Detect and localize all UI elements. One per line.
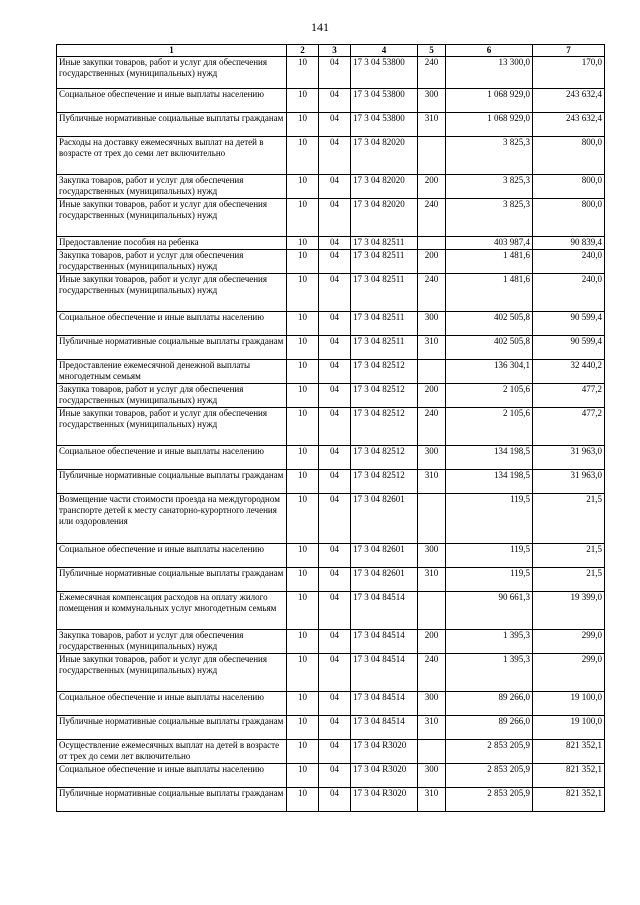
- row-subsection: 04: [319, 592, 351, 630]
- row-name: Закупка товаров, работ и услуг для обеспечения государственных (муниципальных) нужд: [57, 630, 287, 654]
- table-row: [57, 470, 605, 494]
- row-expense-type: [418, 137, 446, 175]
- row-section: 10: [287, 408, 319, 446]
- header-col-6: 6: [446, 45, 533, 57]
- row-name: Публичные нормативные социальные выплаты гражданам: [57, 788, 287, 812]
- row-amount-1: 2 853 205,9: [446, 740, 533, 764]
- row-amount-1: 2 853 205,9: [446, 788, 533, 812]
- row-amount-2: 477,2: [533, 384, 605, 408]
- row-amount-1: 134 198,5: [446, 446, 533, 470]
- row-amount-1: 403 987,4: [446, 237, 533, 250]
- row-subsection: 04: [319, 137, 351, 175]
- row-amount-1: 1 068 929,0: [446, 113, 533, 137]
- header-col-1: 1: [57, 45, 287, 57]
- row-name: Осуществление ежемесячных выплат на детей в возрасте от трех до семи лет включительно: [57, 740, 287, 764]
- row-target-code: 17 3 04 53800: [351, 113, 418, 137]
- table-row: [57, 175, 605, 199]
- row-amount-1: 89 266,0: [446, 716, 533, 740]
- header-row: [57, 45, 605, 57]
- row-amount-1: 1 395,3: [446, 630, 533, 654]
- row-section: 10: [287, 113, 319, 137]
- row-name: Иные закупки товаров, работ и услуг для обеспечения государственных (муниципальных) нужд: [57, 57, 287, 89]
- row-name: Иные закупки товаров, работ и услуг для обеспечения государственных (муниципальных) нужд: [57, 408, 287, 446]
- row-target-code: 17 3 04 84514: [351, 630, 418, 654]
- row-subsection: 04: [319, 692, 351, 716]
- table-row: [57, 788, 605, 812]
- row-expense-type: 200: [418, 250, 446, 274]
- row-target-code: 17 3 04 82020: [351, 137, 418, 175]
- row-name: Социальное обеспечение и иные выплаты населению: [57, 764, 287, 788]
- row-target-code: 17 3 04 84514: [351, 592, 418, 630]
- row-expense-type: 300: [418, 89, 446, 113]
- row-amount-2: 299,0: [533, 630, 605, 654]
- row-amount-2: 243 632,4: [533, 113, 605, 137]
- row-section: 10: [287, 137, 319, 175]
- row-name: Социальное обеспечение и иные выплаты населению: [57, 544, 287, 568]
- row-name: Социальное обеспечение и иные выплаты населению: [57, 312, 287, 336]
- row-target-code: 17 3 04 82511: [351, 336, 418, 360]
- row-target-code: 17 3 04 82511: [351, 312, 418, 336]
- row-name: Публичные нормативные социальные выплаты гражданам: [57, 336, 287, 360]
- row-amount-2: 19 100,0: [533, 716, 605, 740]
- row-section: 10: [287, 494, 319, 544]
- row-section: 10: [287, 336, 319, 360]
- row-name: Публичные нормативные социальные выплаты гражданам: [57, 568, 287, 592]
- row-amount-2: 477,2: [533, 408, 605, 446]
- row-amount-1: 89 266,0: [446, 692, 533, 716]
- row-expense-type: 240: [418, 654, 446, 692]
- row-subsection: 04: [319, 716, 351, 740]
- table-row: [57, 113, 605, 137]
- row-target-code: 17 3 04 82511: [351, 274, 418, 312]
- row-amount-1: 134 198,5: [446, 470, 533, 494]
- row-expense-type: 240: [418, 57, 446, 89]
- row-amount-2: 21,5: [533, 494, 605, 544]
- table-row: [57, 592, 605, 630]
- header-col-7: 7: [533, 45, 605, 57]
- row-subsection: 04: [319, 336, 351, 360]
- row-expense-type: 240: [418, 274, 446, 312]
- row-amount-2: 19 100,0: [533, 692, 605, 716]
- row-amount-2: 800,0: [533, 199, 605, 237]
- header-col-5: 5: [418, 45, 446, 57]
- row-section: 10: [287, 175, 319, 199]
- row-subsection: 04: [319, 57, 351, 89]
- row-expense-type: [418, 592, 446, 630]
- row-name: Социальное обеспечение и иные выплаты населению: [57, 89, 287, 113]
- row-amount-2: 800,0: [533, 175, 605, 199]
- row-expense-type: 300: [418, 446, 446, 470]
- row-name: Предоставление пособия на ребенка: [57, 237, 287, 250]
- row-section: 10: [287, 250, 319, 274]
- row-amount-1: 13 300,0: [446, 57, 533, 89]
- row-expense-type: 240: [418, 199, 446, 237]
- row-name: Иные закупки товаров, работ и услуг для обеспечения государственных (муниципальных) нужд: [57, 199, 287, 237]
- row-section: 10: [287, 764, 319, 788]
- row-subsection: 04: [319, 630, 351, 654]
- row-name: Публичные нормативные социальные выплаты гражданам: [57, 113, 287, 137]
- header-col-2: 2: [287, 45, 319, 57]
- row-amount-2: 170,0: [533, 57, 605, 89]
- row-section: 10: [287, 446, 319, 470]
- row-target-code: 17 3 04 82601: [351, 568, 418, 592]
- row-name: Закупка товаров, работ и услуг для обеспечения государственных (муниципальных) нужд: [57, 250, 287, 274]
- row-target-code: 17 3 04 82511: [351, 237, 418, 250]
- row-target-code: 17 3 04 82020: [351, 199, 418, 237]
- row-name: Публичные нормативные социальные выплаты гражданам: [57, 470, 287, 494]
- row-target-code: 17 3 04 82601: [351, 494, 418, 544]
- row-expense-type: 300: [418, 692, 446, 716]
- row-name: Иные закупки товаров, работ и услуг для обеспечения государственных (муниципальных) нужд: [57, 654, 287, 692]
- row-section: 10: [287, 384, 319, 408]
- row-section: 10: [287, 654, 319, 692]
- row-expense-type: 240: [418, 408, 446, 446]
- row-amount-2: 240,0: [533, 274, 605, 312]
- row-section: 10: [287, 274, 319, 312]
- table-row: [57, 250, 605, 274]
- table-body: [57, 57, 605, 812]
- row-section: 10: [287, 360, 319, 384]
- row-section: 10: [287, 716, 319, 740]
- header-col-4: 4: [351, 45, 418, 57]
- row-section: 10: [287, 237, 319, 250]
- row-subsection: 04: [319, 494, 351, 544]
- row-expense-type: 310: [418, 788, 446, 812]
- row-subsection: 04: [319, 384, 351, 408]
- row-expense-type: [418, 494, 446, 544]
- table-row: [57, 274, 605, 312]
- row-subsection: 04: [319, 360, 351, 384]
- row-amount-2: 821 352,1: [533, 740, 605, 764]
- table-row: [57, 764, 605, 788]
- row-amount-1: 119,5: [446, 494, 533, 544]
- row-amount-2: 821 352,1: [533, 788, 605, 812]
- row-subsection: 04: [319, 89, 351, 113]
- page-number: 141: [311, 20, 329, 34]
- row-section: 10: [287, 470, 319, 494]
- row-amount-2: 821 352,1: [533, 764, 605, 788]
- table-row: [57, 137, 605, 175]
- row-expense-type: 300: [418, 544, 446, 568]
- row-subsection: 04: [319, 764, 351, 788]
- row-subsection: 04: [319, 113, 351, 137]
- row-amount-1: 3 825,3: [446, 199, 533, 237]
- row-subsection: 04: [319, 175, 351, 199]
- row-name: Социальное обеспечение и иные выплаты населению: [57, 446, 287, 470]
- row-amount-1: 402 505,8: [446, 312, 533, 336]
- row-amount-2: 31 963,0: [533, 446, 605, 470]
- row-amount-1: 1 481,6: [446, 250, 533, 274]
- row-subsection: 04: [319, 740, 351, 764]
- row-expense-type: 300: [418, 764, 446, 788]
- row-name: Социальное обеспечение и иные выплаты населению: [57, 692, 287, 716]
- row-section: 10: [287, 692, 319, 716]
- row-section: 10: [287, 57, 319, 89]
- row-subsection: 04: [319, 312, 351, 336]
- table-row: [57, 57, 605, 89]
- row-target-code: 17 3 04 82020: [351, 175, 418, 199]
- table-row: [57, 630, 605, 654]
- row-amount-2: 243 632,4: [533, 89, 605, 113]
- row-amount-2: 299,0: [533, 654, 605, 692]
- row-subsection: 04: [319, 237, 351, 250]
- row-expense-type: 310: [418, 568, 446, 592]
- row-subsection: 04: [319, 274, 351, 312]
- header-col-3: 3: [319, 45, 351, 57]
- row-target-code: 17 3 04 82511: [351, 250, 418, 274]
- row-amount-2: 800,0: [533, 137, 605, 175]
- row-section: 10: [287, 89, 319, 113]
- row-amount-2: 90 599,4: [533, 336, 605, 360]
- row-amount-1: 119,5: [446, 568, 533, 592]
- row-amount-1: 1 481,6: [446, 274, 533, 312]
- row-target-code: 17 3 04 82512: [351, 384, 418, 408]
- table-row: [57, 716, 605, 740]
- table-row: [57, 336, 605, 360]
- table-row: [57, 89, 605, 113]
- row-name: Возмещение части стоимости проезда на междугородном транспорте детей к месту санаторно-курортного лечения или оздоровления: [57, 494, 287, 544]
- row-name: Ежемесячная компенсация расходов на оплату жилого помещения и коммунальных услуг многодетным семьям: [57, 592, 287, 630]
- row-expense-type: [418, 740, 446, 764]
- row-target-code: 17 3 04 84514: [351, 716, 418, 740]
- row-subsection: 04: [319, 470, 351, 494]
- row-name: Закупка товаров, работ и услуг для обеспечения государственных (муниципальных) нужд: [57, 384, 287, 408]
- row-subsection: 04: [319, 788, 351, 812]
- table-row: [57, 654, 605, 692]
- row-name: Публичные нормативные социальные выплаты гражданам: [57, 716, 287, 740]
- row-target-code: 17 3 04 R3020: [351, 788, 418, 812]
- row-amount-1: 1 068 929,0: [446, 89, 533, 113]
- row-section: 10: [287, 312, 319, 336]
- budget-table: [56, 44, 605, 812]
- row-amount-1: 136 304,1: [446, 360, 533, 384]
- row-section: 10: [287, 592, 319, 630]
- row-section: 10: [287, 788, 319, 812]
- row-section: 10: [287, 568, 319, 592]
- row-amount-1: 3 825,3: [446, 175, 533, 199]
- row-target-code: 17 3 04 53800: [351, 89, 418, 113]
- row-expense-type: [418, 237, 446, 250]
- row-target-code: 17 3 04 82512: [351, 446, 418, 470]
- row-amount-2: 21,5: [533, 544, 605, 568]
- row-amount-1: 119,5: [446, 544, 533, 568]
- table-row: [57, 384, 605, 408]
- row-amount-1: 2 853 205,9: [446, 764, 533, 788]
- row-subsection: 04: [319, 199, 351, 237]
- row-target-code: 17 3 04 82512: [351, 408, 418, 446]
- row-amount-1: 402 505,8: [446, 336, 533, 360]
- row-amount-1: 2 105,6: [446, 384, 533, 408]
- row-amount-1: 3 825,3: [446, 137, 533, 175]
- row-target-code: 17 3 04 53800: [351, 57, 418, 89]
- row-amount-2: 90 839,4: [533, 237, 605, 250]
- row-expense-type: 310: [418, 470, 446, 494]
- table-row: [57, 544, 605, 568]
- row-amount-1: 2 105,6: [446, 408, 533, 446]
- row-target-code: 17 3 04 84514: [351, 692, 418, 716]
- table-row: [57, 199, 605, 237]
- row-target-code: 17 3 04 R3020: [351, 764, 418, 788]
- table-row: [57, 312, 605, 336]
- row-target-code: 17 3 04 82512: [351, 360, 418, 384]
- row-target-code: 17 3 04 82512: [351, 470, 418, 494]
- table-row: [57, 740, 605, 764]
- row-section: 10: [287, 740, 319, 764]
- table-row: [57, 237, 605, 250]
- row-subsection: 04: [319, 654, 351, 692]
- row-amount-1: 1 395,3: [446, 654, 533, 692]
- row-expense-type: 200: [418, 175, 446, 199]
- row-section: 10: [287, 544, 319, 568]
- row-expense-type: 200: [418, 630, 446, 654]
- row-target-code: 17 3 04 82601: [351, 544, 418, 568]
- table-row: [57, 408, 605, 446]
- row-name: Расходы на доставку ежемесячных выплат на детей в возрасте от трех до семи лет включительно: [57, 137, 287, 175]
- row-section: 10: [287, 199, 319, 237]
- table-row: [57, 494, 605, 544]
- row-expense-type: 310: [418, 113, 446, 137]
- row-expense-type: 200: [418, 384, 446, 408]
- row-target-code: 17 3 04 84514: [351, 654, 418, 692]
- row-amount-2: 31 963,0: [533, 470, 605, 494]
- table-row: [57, 568, 605, 592]
- row-expense-type: 300: [418, 312, 446, 336]
- row-expense-type: 310: [418, 716, 446, 740]
- row-subsection: 04: [319, 544, 351, 568]
- row-expense-type: 310: [418, 336, 446, 360]
- row-amount-2: 240,0: [533, 250, 605, 274]
- row-amount-2: 21,5: [533, 568, 605, 592]
- row-target-code: 17 3 04 R3020: [351, 740, 418, 764]
- row-amount-1: 90 661,3: [446, 592, 533, 630]
- row-name: Закупка товаров, работ и услуг для обеспечения государственных (муниципальных) нужд: [57, 175, 287, 199]
- table-row: [57, 692, 605, 716]
- row-amount-2: 32 440,2: [533, 360, 605, 384]
- row-amount-2: 90 599,4: [533, 312, 605, 336]
- row-name: Иные закупки товаров, работ и услуг для обеспечения государственных (муниципальных) нужд: [57, 274, 287, 312]
- row-subsection: 04: [319, 568, 351, 592]
- table-row: [57, 446, 605, 470]
- row-subsection: 04: [319, 408, 351, 446]
- row-subsection: 04: [319, 446, 351, 470]
- table-row: [57, 360, 605, 384]
- row-amount-2: 19 399,0: [533, 592, 605, 630]
- row-subsection: 04: [319, 250, 351, 274]
- row-section: 10: [287, 630, 319, 654]
- row-expense-type: [418, 360, 446, 384]
- row-name: Предоставление ежемесячной денежной выплаты многодетным семьям: [57, 360, 287, 384]
